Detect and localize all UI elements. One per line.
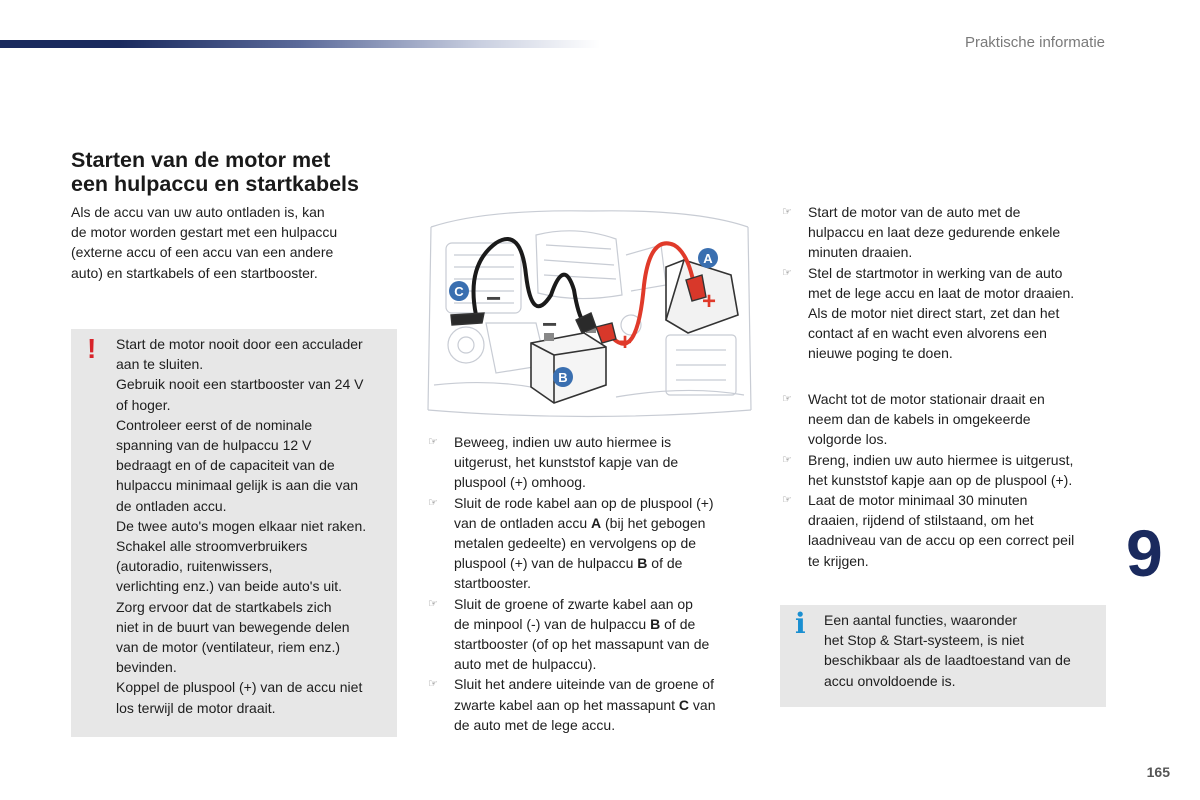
step-line — [454, 695, 756, 715]
jump-start-diagram — [426, 205, 753, 425]
page-number: 165 — [1146, 764, 1170, 780]
warning-line: van de motor (ventilateur, riem enz.) — [116, 639, 341, 656]
step-line: auto met de hulpaccu). — [454, 656, 597, 673]
step-line: Sluit de groene of zwarte kabel aan op — [454, 595, 693, 612]
hand-pointer-icon: ☞ — [782, 494, 792, 507]
hand-pointer-icon: ☞ — [782, 453, 792, 466]
step-line — [454, 553, 756, 573]
chapter-number: 9 — [1126, 516, 1163, 590]
step-line — [454, 614, 756, 634]
warning-line: los terwijl de motor draait. — [116, 699, 276, 716]
step-line: Beweeg, indien uw auto hiermee is — [454, 434, 672, 450]
info-line: accu onvoldoende is. — [824, 672, 956, 689]
minus-sign-c: − — [486, 283, 502, 313]
heading-line: een hulpaccu en startkabels — [71, 172, 359, 196]
heading-line: Starten van de motor met — [71, 148, 331, 172]
step-line: Laat de motor minimaal 30 minuten — [808, 492, 1028, 509]
info-line: beschikbaar als de laadtoestand van de — [824, 652, 1071, 669]
step-line: het kunststof kapje aan op de pluspool (+). — [808, 471, 1073, 488]
hand-pointer-icon: ☞ — [782, 393, 792, 405]
hand-pointer-icon: ☞ — [428, 496, 438, 509]
label-b — [553, 367, 573, 387]
step-item — [780, 490, 1110, 571]
step-text: zwarte kabel aan op het massapunt — [454, 696, 679, 713]
label-b-text: B — [558, 370, 568, 385]
intro-paragraph — [71, 202, 371, 283]
step-item — [780, 389, 1110, 450]
intro-line: de motor worden gestart met een hulpaccu — [71, 224, 338, 241]
step-item — [426, 674, 756, 735]
warning-icon: ! — [87, 333, 97, 364]
warning-line: verlichting enz.) van beide auto's uit. — [116, 578, 343, 595]
plus-sign-b: + — [618, 329, 633, 356]
warning-line: bedraagt en of de capaciteit van de — [116, 457, 335, 474]
step-item — [426, 493, 756, 594]
label-a — [698, 248, 718, 268]
step-line: Start de motor van de auto met de — [808, 204, 1021, 220]
battery-ref: A — [591, 514, 602, 531]
step-line: metalen gedeelte) en vervolgens op de — [454, 535, 697, 552]
warning-line: Start de motor nooit door een acculader — [116, 336, 363, 352]
battery-ref: B — [650, 615, 661, 632]
warning-line: bevinden. — [116, 659, 177, 676]
label-a-text: A — [703, 251, 713, 266]
warning-line: Gebruik nooit een startbooster van 24 V — [116, 376, 364, 393]
step-line: startbooster (of op het massapunt van de — [454, 636, 710, 653]
step-text: van — [689, 696, 716, 713]
step-item — [780, 450, 1110, 490]
intro-line: (externe accu of een accu van een andere — [71, 244, 334, 261]
step-line: met de lege accu en laat de motor draaien. — [808, 284, 1075, 301]
label-c — [449, 281, 469, 301]
page-heading — [71, 148, 411, 196]
hand-pointer-icon: ☞ — [782, 266, 792, 279]
step-line: te krijgen. — [808, 552, 869, 569]
warning-box — [71, 329, 397, 737]
step-line: draaien, rijdend of stilstaand, om het — [808, 512, 1034, 529]
steps-left — [426, 432, 756, 735]
warning-line: hulpaccu minimaal gelijk is aan die van — [116, 477, 359, 494]
warning-line: spanning van de hulpaccu 12 V — [116, 437, 312, 454]
warning-line: Controleer eerst of de nominale — [116, 416, 313, 433]
step-line: minuten draaien. — [808, 244, 913, 261]
warning-line: aan te sluiten. — [116, 356, 204, 373]
step-item — [426, 432, 756, 493]
step-text: (bij het gebogen — [601, 514, 706, 531]
warning-line: niet in de buurt van bewegende delen — [116, 618, 350, 635]
step-text: of de — [660, 615, 696, 632]
step-text: of de — [647, 555, 683, 572]
hand-pointer-icon: ☞ — [428, 597, 438, 610]
step-line: nieuwe poging te doen. — [808, 345, 953, 362]
info-line: Een aantal functies, waaronder — [824, 612, 1018, 628]
intro-line: Als de accu van uw auto ontladen is, kan — [71, 204, 325, 220]
step-text: van de ontladen accu — [454, 514, 591, 531]
hand-pointer-icon: ☞ — [782, 206, 792, 218]
info-text — [824, 610, 1104, 691]
steps-right-top — [780, 202, 1110, 364]
warning-line: Koppel de pluspool (+) van de accu niet — [116, 679, 363, 696]
plus-sign-a: + — [702, 288, 717, 315]
step-line: Stel de startmotor in werking van de auto — [808, 264, 1063, 281]
intro-line: auto) en startkabels of een startbooster. — [71, 264, 318, 281]
warning-line: de ontladen accu. — [116, 497, 227, 514]
hand-pointer-icon: ☞ — [428, 436, 438, 448]
warning-line: De twee auto's mogen elkaar niet raken. — [116, 517, 367, 534]
hand-pointer-icon: ☞ — [428, 678, 438, 691]
step-line: Sluit de rode kabel aan op de pluspool (+) — [454, 494, 714, 511]
header-gradient-bar — [0, 40, 600, 48]
step-item — [780, 263, 1110, 364]
warning-line: of hoger. — [116, 396, 171, 413]
warning-line: (autoradio, ruitenwissers, — [116, 558, 273, 575]
step-line: laadniveau van de accu op een correct peil — [808, 532, 1075, 549]
battery-ref: B — [637, 555, 648, 572]
step-line: Breng, indien uw auto hiermee is uitgerust, — [808, 451, 1074, 468]
step-line: neem dan de kabels in omgekeerde — [808, 411, 1031, 428]
step-line: pluspool (+) omhoog. — [454, 474, 586, 491]
section-title: Praktische informatie — [964, 34, 1105, 51]
step-item — [780, 202, 1110, 263]
minus-sign-b: − — [542, 309, 558, 339]
warning-line: Zorg ervoor dat de startkabels zich — [116, 598, 332, 615]
step-line: de auto met de lege accu. — [454, 716, 616, 733]
info-line: het Stop & Start-systeem, is niet — [824, 632, 1024, 649]
step-line: contact af en wacht even alvorens een — [808, 325, 1047, 342]
warning-text — [116, 334, 396, 718]
step-line: startbooster. — [454, 575, 532, 592]
steps-right-bottom — [780, 389, 1110, 571]
step-line: hulpaccu en laat deze gedurende enkele — [808, 224, 1061, 241]
step-item — [426, 594, 756, 675]
step-line — [454, 513, 756, 533]
label-c-text: C — [454, 284, 464, 299]
step-line: Als de motor niet direct start, zet dan het — [808, 305, 1060, 322]
warning-line: Schakel alle stroomverbruikers — [116, 538, 308, 555]
step-line: Wacht tot de motor stationair draait en — [808, 391, 1045, 407]
step-line: volgorde los. — [808, 431, 888, 448]
ground-point-ref: C — [678, 696, 690, 713]
step-text: pluspool (+) van de hulpaccu — [454, 555, 638, 572]
info-icon: i — [795, 607, 806, 640]
step-line: uitgerust, het kunststof kapje van de — [454, 454, 679, 471]
step-text: de minpool (-) van de hulpaccu — [454, 615, 651, 632]
info-box — [780, 605, 1106, 707]
step-line: Sluit het andere uiteinde van de groene of — [454, 676, 714, 693]
